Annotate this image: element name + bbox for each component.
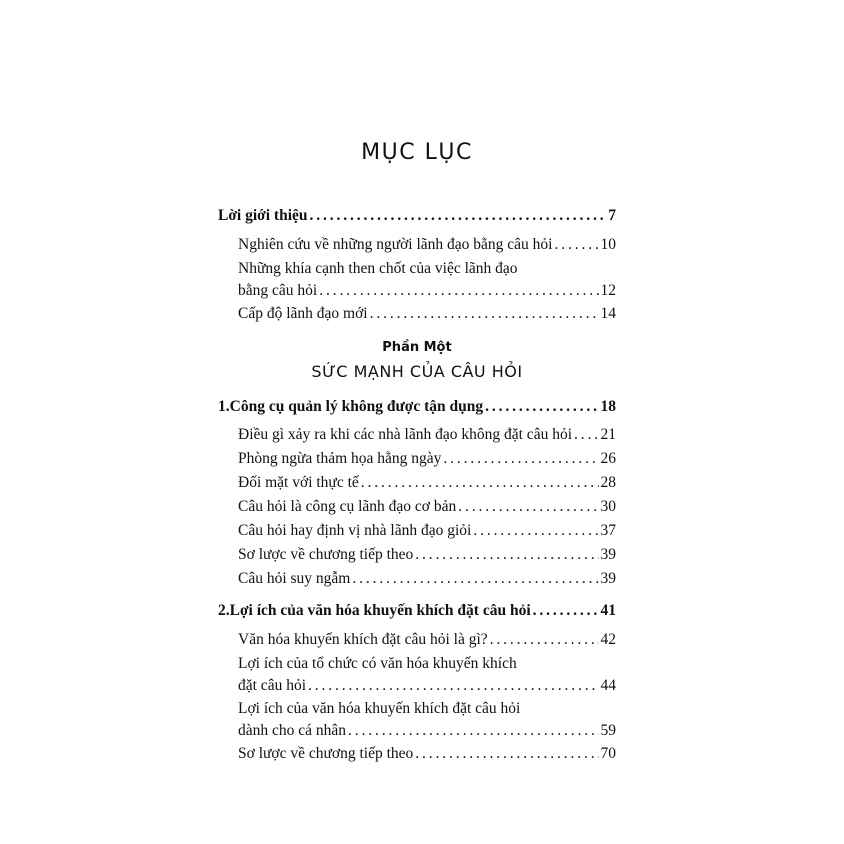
- toc-page-number: 37: [600, 522, 616, 539]
- toc-entry-label: Sơ lược về chương tiếp theo: [238, 546, 414, 563]
- toc-page-number: 39: [600, 546, 616, 563]
- leader-dots: [308, 675, 598, 697]
- part-label: Phần Một: [382, 340, 452, 355]
- toc-title: MỤC LỤC: [361, 140, 473, 165]
- toc-entry-label: Điều gì xảy ra khi các nhà lãnh đạo không đặt câu hỏi: [238, 426, 572, 443]
- toc-entry-label: Sơ lược về chương tiếp theo: [238, 745, 414, 762]
- toc-entry[interactable]: [238, 472, 616, 494]
- toc-entry-label: Lợi ích của văn hóa khuyến khích đặt câu hỏi: [229, 602, 531, 619]
- toc-entry-label: Câu hỏi là công cụ lãnh đạo cơ bản: [238, 498, 457, 515]
- part-title: SỨC MẠNH CỦA CÂU HỎI: [311, 362, 523, 381]
- chapter-number: 1.: [218, 398, 230, 415]
- toc-chapter-1[interactable]: [218, 396, 616, 418]
- toc-entry[interactable]: [238, 496, 616, 518]
- leader-dots: [458, 496, 598, 518]
- leader-dots: [574, 424, 599, 446]
- toc-entry-label: đặt câu hỏi: [238, 677, 307, 694]
- leader-dots: [348, 720, 598, 742]
- toc-entry-line: Những khía cạnh then chốt của việc lãnh đạo: [238, 260, 518, 277]
- toc-entry-line: Lợi ích của văn hóa khuyến khích đặt câu hỏi: [238, 700, 521, 717]
- toc-entry[interactable]: [238, 544, 616, 566]
- leader-dots: [319, 280, 598, 302]
- leader-dots: [415, 743, 598, 765]
- leader-dots: [473, 520, 598, 542]
- toc-entry-label: Đối mặt với thực tế: [238, 474, 359, 491]
- toc-entry-label: Văn hóa khuyến khích đặt câu hỏi là gì?: [238, 631, 488, 648]
- toc-entry-label: Phòng ngừa thảm họa hằng ngày: [238, 450, 442, 467]
- toc-page-number: 30: [600, 498, 616, 515]
- toc-entry-label: Câu hỏi hay định vị nhà lãnh đạo giỏi: [238, 522, 472, 539]
- toc-page: [218, 0, 616, 844]
- toc-entry[interactable]: [238, 743, 616, 765]
- toc-page-number: 10: [600, 236, 616, 253]
- toc-page-number: 26: [600, 450, 616, 467]
- toc-entry-label: Lời giới thiệu: [218, 207, 308, 224]
- toc-page-number: 59: [600, 722, 616, 739]
- toc-entry[interactable]: [238, 629, 616, 651]
- toc-entry[interactable]: [238, 448, 616, 470]
- toc-entry[interactable]: [238, 520, 616, 542]
- toc-entry-label: Công cụ quản lý không được tận dụng: [229, 398, 484, 415]
- leader-dots: [415, 544, 598, 566]
- toc-page-number: 41: [600, 602, 616, 619]
- toc-page-number: 42: [600, 631, 616, 648]
- toc-entry-label: Nghiên cứu về những người lãnh đạo bằng câu hỏi: [238, 236, 553, 253]
- leader-dots: [370, 303, 599, 325]
- toc-entry[interactable]: [238, 698, 616, 742]
- toc-page-number: 14: [600, 305, 616, 322]
- leader-dots: [490, 629, 599, 651]
- toc-page-number: 18: [600, 398, 616, 415]
- toc-entry[interactable]: [238, 234, 616, 256]
- toc-entry-line: Lợi ích của tổ chức có văn hóa khuyến khích: [238, 655, 517, 672]
- toc-page-number: 7: [608, 207, 616, 224]
- toc-entry-intro[interactable]: [218, 205, 616, 227]
- toc-entry-label: bằng câu hỏi: [238, 282, 318, 299]
- leader-dots: [554, 234, 598, 256]
- toc-entry[interactable]: [238, 258, 616, 302]
- toc-page-number: 44: [600, 677, 616, 694]
- toc-page-number: 28: [600, 474, 616, 491]
- toc-page-number: 12: [600, 282, 616, 299]
- toc-page-number: 39: [600, 570, 616, 587]
- toc-chapter-2[interactable]: [218, 600, 616, 622]
- toc-entry[interactable]: [238, 653, 616, 697]
- toc-entry-label: Cấp độ lãnh đạo mới: [238, 305, 368, 322]
- toc-page-number: 21: [600, 426, 616, 443]
- leader-dots: [352, 568, 598, 590]
- toc-entry[interactable]: [238, 424, 616, 446]
- leader-dots: [310, 205, 607, 227]
- toc-entry-label: Câu hỏi suy ngẫm: [238, 570, 351, 587]
- toc-page-number: 70: [600, 745, 616, 762]
- toc-entry[interactable]: [238, 303, 616, 325]
- leader-dots: [533, 600, 599, 622]
- leader-dots: [485, 396, 598, 418]
- toc-entry-label: dành cho cá nhân: [238, 722, 347, 739]
- chapter-number: 2.: [218, 602, 230, 619]
- leader-dots: [443, 448, 598, 470]
- toc-entry[interactable]: [238, 568, 616, 590]
- leader-dots: [361, 472, 599, 494]
